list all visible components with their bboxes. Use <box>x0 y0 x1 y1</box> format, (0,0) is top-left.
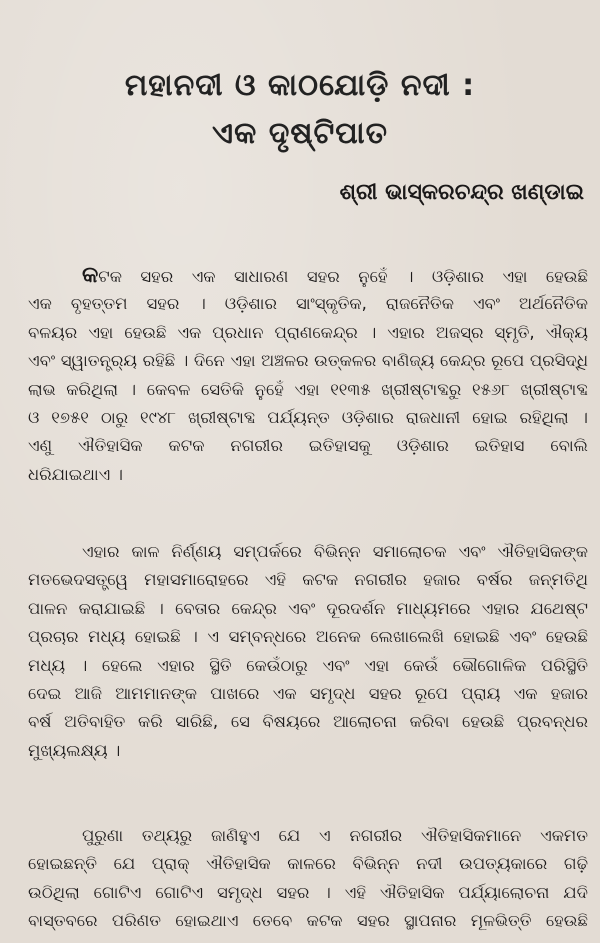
paragraph-line: ଏବଂ ସ୍ୱାତନ୍ତ୍ର୍ୟ ରହିଛି । ଦିନେ ଏହା ଅଞ୍ଚଳର ଉତ୍କଳର ବାଣିଜ୍ୟ କେନ୍ଦ୍ର ରୂପେ ପ୍ରସିଦ୍ଧି <box>28 351 588 371</box>
line-text: ଟକ ସହର ଏକ ସାଧାରଣ ସହର ନୁହେଁ । ଓଡ଼ିଶାର ଏହା ହେଉଛି <box>98 267 588 286</box>
paragraph-line: ପ୍ରଚାର ମଧ୍ୟ ହୋଇଛି । ଏ ସମ୍ବନ୍ଧରେ ଅନେକ ଲେଖାଲେଖି ହୋଇଛି ଏବଂ ହେଉଛି <box>28 627 588 647</box>
paragraph-line: ମତଭେଦସତ୍ତ୍ୱେ ମହାସମାରୋହରେ ଏହି କଟକ ନଗରୀର ହଜାର ବର୍ଷର ଜନ୍ମତିଥି <box>28 570 588 590</box>
paragraph-line: ବାସ୍ତବରେ ପରିଣତ ହୋଇଥାଏ ତେବେ କଟକ ସହର ସ୍ଥାପନାର ମୂଳଭିତ୍ତି ହେଉଛି <box>28 911 588 931</box>
paragraph-line: ବଳୟର ଏହା ହେଉଛି ଏକ ପ୍ରଧାନ ପ୍ରାଣକେନ୍ଦ୍ର । ଏହାର ଅଜସ୍ର ସ୍ମୃତି, ଐକ୍ୟ <box>28 322 588 342</box>
paragraph-1 <box>28 262 588 489</box>
paragraph-line <box>28 262 588 290</box>
author-byline: ଶ୍ରୀ ଭାସ୍କରଚନ୍ଦ୍ର ଖଣ୍ଡାଇ <box>339 180 584 205</box>
paragraph-line: ହୋଇଛନ୍ତି ଯେ ପ୍ରାକ୍ ଐତିହାସିକ କାଳରେ ବିଭିନ୍ନ ନଦୀ ଉପତ୍ୟକାରେ ଗଢ଼ି <box>28 854 588 874</box>
paragraph-line: ଓ ୧୭୫୧ ଠାରୁ ୧୯୪୮ ଖ୍ରୀଷ୍ଟାବ୍ଦ ପର୍ଯ୍ୟନ୍ତ ଓଡ଼ିଶାର ରାଜଧାନୀ ହୋଇ ରହିଥିଲା । <box>28 407 588 427</box>
paragraph-line: ମୁଖ୍ୟଲକ୍ଷ୍ୟ । <box>28 740 121 760</box>
drop-cap: କ <box>82 263 99 288</box>
article-title-line-2: ଏକ ଦୃଷ୍ଟିପାତ <box>212 116 388 151</box>
paragraph-line: ଲାଭ କରିଥିଲା । କେବଳ ସେତିକି ନୁହେଁ ଏହା ୧୧୩୫ ଖ୍ରୀଷ୍ଟାବ୍ଦରୁ ୧୫୬୮ ଖ୍ରୀଷ୍ଟାବ୍ଦ <box>28 379 588 399</box>
paragraph-line: ଏହାର କାଳ ନିର୍ଣ୍ଣୟ ସମ୍ପର୍କରେ ବିଭିନ୍ନ ସମାଲୋଚକ ଏବଂ ଐତିହାସିକଙ୍କ <box>82 542 588 561</box>
paragraph-line: ଉଠିଥିଲା ଗୋଟିଏ ଗୋଟିଏ ସମୃଦ୍ଧ ସହର । ଏହି ଐତିହାସିକ ପର୍ଯ୍ୟାଲୋଚନା ଯଦି <box>28 882 588 902</box>
paragraph-line: ଏକ ବୃହତ୍ତମ ସହର । ଓଡ଼ିଶାର ସାଂସ୍କୃତିକ, ରାଜନୈତିକ ଏବଂ ଅର୍ଥନୈତିକ <box>28 294 588 314</box>
paragraph-3 <box>28 822 588 936</box>
paragraph-line: ବର୍ଷ ଅତିବାହିତ କରି ସାରିଛି, ସେ ବିଷୟରେ ଆଲୋଚନା କରିବା ହେଉଛି ପ୍ରବନ୍ଧର <box>28 712 588 732</box>
paragraph-line: ଧରିଯାଇଥାଏ । <box>28 464 123 484</box>
paragraph-line: ପାଳନ କରାଯାଇଛି । ବେତାର କେନ୍ଦ୍ର ଏବଂ ଦୂରଦର୍ଶନ ମାଧ୍ୟମରେ ଏହାର ଯଥେଷ୍ଟ <box>28 598 588 618</box>
paragraph-line: ଏଣୁ ଐତିହାସିକ କଟକ ନଗରୀର ଇତିହାସକୁ ଓଡ଼ିଶାର ଇତିହାସ ବୋଲି <box>28 436 588 456</box>
paragraph-line: ଦେଇ ଆଜି ଆମମାନଙ୍କ ପାଖରେ ଏକ ସମୃଦ୍ଧ ସହର ରୂପେ ପ୍ରାୟ ଏକ ହଜାର <box>28 683 588 703</box>
paragraph-2 <box>28 538 588 765</box>
paragraph-line: ମଧ୍ୟ । ହେଲେ ଏହାର ସ୍ଥିତି କେଉଁଠାରୁ ଏବଂ ଏହା କେଉଁ ଭୌଗୋଳିକ ପରିସ୍ଥିତି <box>28 655 588 675</box>
paragraph-line: ପୁରୁଣା ତଥ୍ୟରୁ ଜାଣିହୁଏ ଯେ ଏ ନଗରୀର ଐତିହାସିକମାନେ ଏକମତ <box>82 826 588 845</box>
article-title-line-1: ମହାନଦୀ ଓ କାଠଯୋଡ଼ି ନଦୀ : <box>124 68 476 103</box>
